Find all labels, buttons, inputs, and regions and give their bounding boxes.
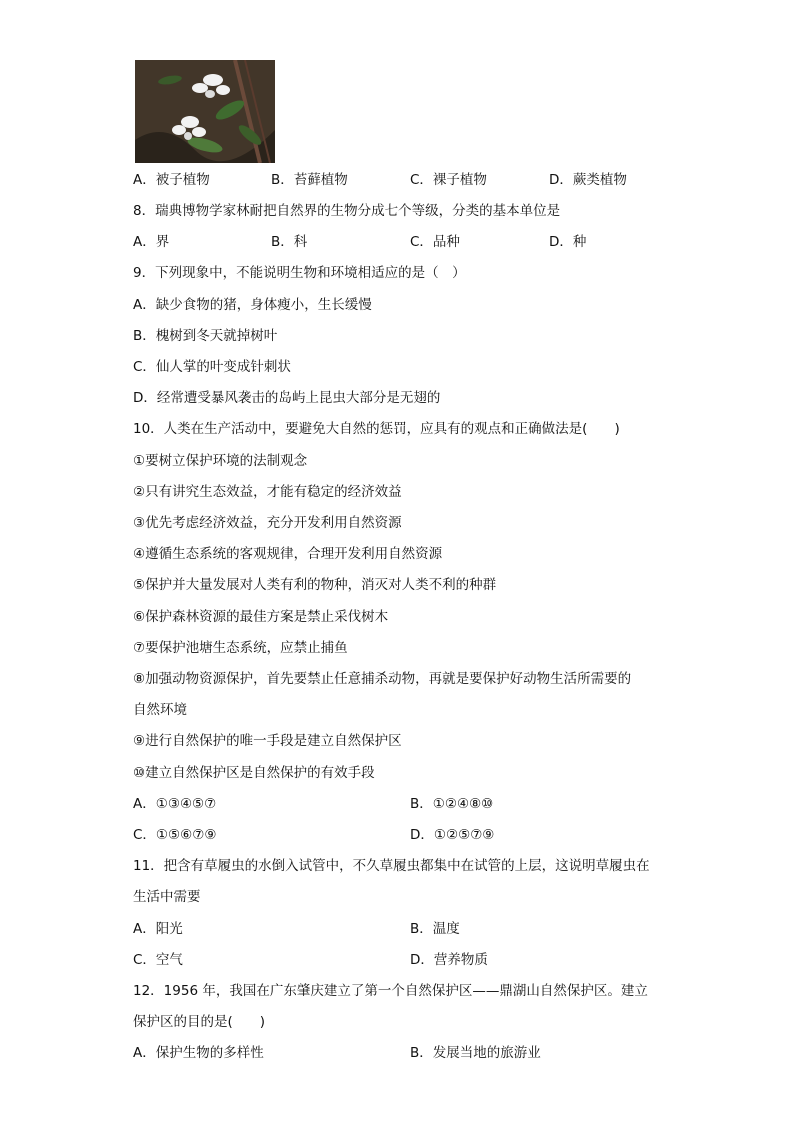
q8-option-b: B．科	[271, 234, 308, 250]
q10-statement-3: ③优先考虑经济效益，充分开发利用自然资源	[133, 515, 402, 531]
q10-statement-1: ①要树立保护环境的法制观念	[133, 453, 308, 469]
q12-stem: 12．1956 年，我国在广东肇庆建立了第一个自然保护区——鼎湖山自然保护区。建立	[133, 983, 648, 999]
q10-statement-4: ④遵循生态系统的客观规律，合理开发利用自然资源	[133, 546, 443, 562]
q10-statement-6: ⑥保护森林资源的最佳方案是禁止采伐树木	[133, 609, 389, 625]
q11-option-d: D．营养物质	[410, 952, 488, 968]
q10-statement-9: ⑨进行自然保护的唯一手段是建立自然保护区	[133, 733, 402, 749]
q12-option-b: B．发展当地的旅游业	[410, 1045, 541, 1061]
q8-option-d: D．种	[549, 234, 587, 250]
q10-statement-7: ⑦要保护池塘生态系统，应禁止捕鱼	[133, 640, 348, 656]
q11-option-a: A．阳光	[133, 921, 183, 937]
q8-option-a: A．界	[133, 234, 170, 250]
q10-statement-2: ②只有讲究生态效益，才能有稳定的经济效益	[133, 484, 402, 500]
q11-stem-cont: 生活中需要	[133, 889, 201, 905]
q7-option-b: B．苔藓植物	[271, 172, 348, 188]
q10-option-d: D．①②⑤⑦⑨	[410, 827, 495, 843]
q9-stem: 9．下列现象中，不能说明生物和环境相适应的是（ ）	[133, 265, 466, 281]
q11-stem: 11．把含有草履虫的水倒入试管中，不久草履虫都集中在试管的上层，这说明草履虫在	[133, 858, 650, 874]
q11-option-c: C．空气	[133, 952, 183, 968]
q7-option-a: A．被子植物	[133, 172, 210, 188]
q10-statement-8: ⑧加强动物资源保护，首先要禁止任意捕杀动物，再就是要保护好动物生活所需要的	[133, 671, 632, 687]
orchid-photo	[135, 60, 275, 163]
orchid-icon	[135, 60, 275, 163]
q10-option-c: C．①⑤⑥⑦⑨	[133, 827, 217, 843]
q10-statement-10: ⑩建立自然保护区是自然保护的有效手段	[133, 765, 375, 781]
q10-option-b: B．①②④⑧⑩	[410, 796, 494, 812]
q12-stem-cont: 保护区的目的是( )	[133, 1014, 266, 1030]
q8-option-c: C．品种	[410, 234, 460, 250]
q10-stem: 10．人类在生产活动中，要避免大自然的惩罚，应具有的观点和正确做法是( )	[133, 421, 620, 437]
q11-option-b: B．温度	[410, 921, 460, 937]
q12-option-a: A．保护生物的多样性	[133, 1045, 264, 1061]
q7-option-c: C．裸子植物	[410, 172, 487, 188]
q10-statement-8-cont: 自然环境	[133, 702, 187, 718]
q9-option-c: C．仙人掌的叶变成针刺状	[133, 359, 291, 375]
q9-option-a: A．缺少食物的猪，身体瘦小，生长缓慢	[133, 297, 372, 313]
q10-statement-5: ⑤保护并大量发展对人类有利的物种，消灭对人类不利的种群	[133, 577, 497, 593]
q7-option-d: D．蕨类植物	[549, 172, 627, 188]
q9-option-d: D．经常遭受暴风袭击的岛屿上昆虫大部分是无翅的	[133, 390, 441, 406]
q8-stem: 8．瑞典博物学家林耐把自然界的生物分成七个等级，分类的基本单位是	[133, 203, 561, 219]
q10-option-a: A．①③④⑤⑦	[133, 796, 217, 812]
q9-option-b: B．槐树到冬天就掉树叶	[133, 328, 278, 344]
